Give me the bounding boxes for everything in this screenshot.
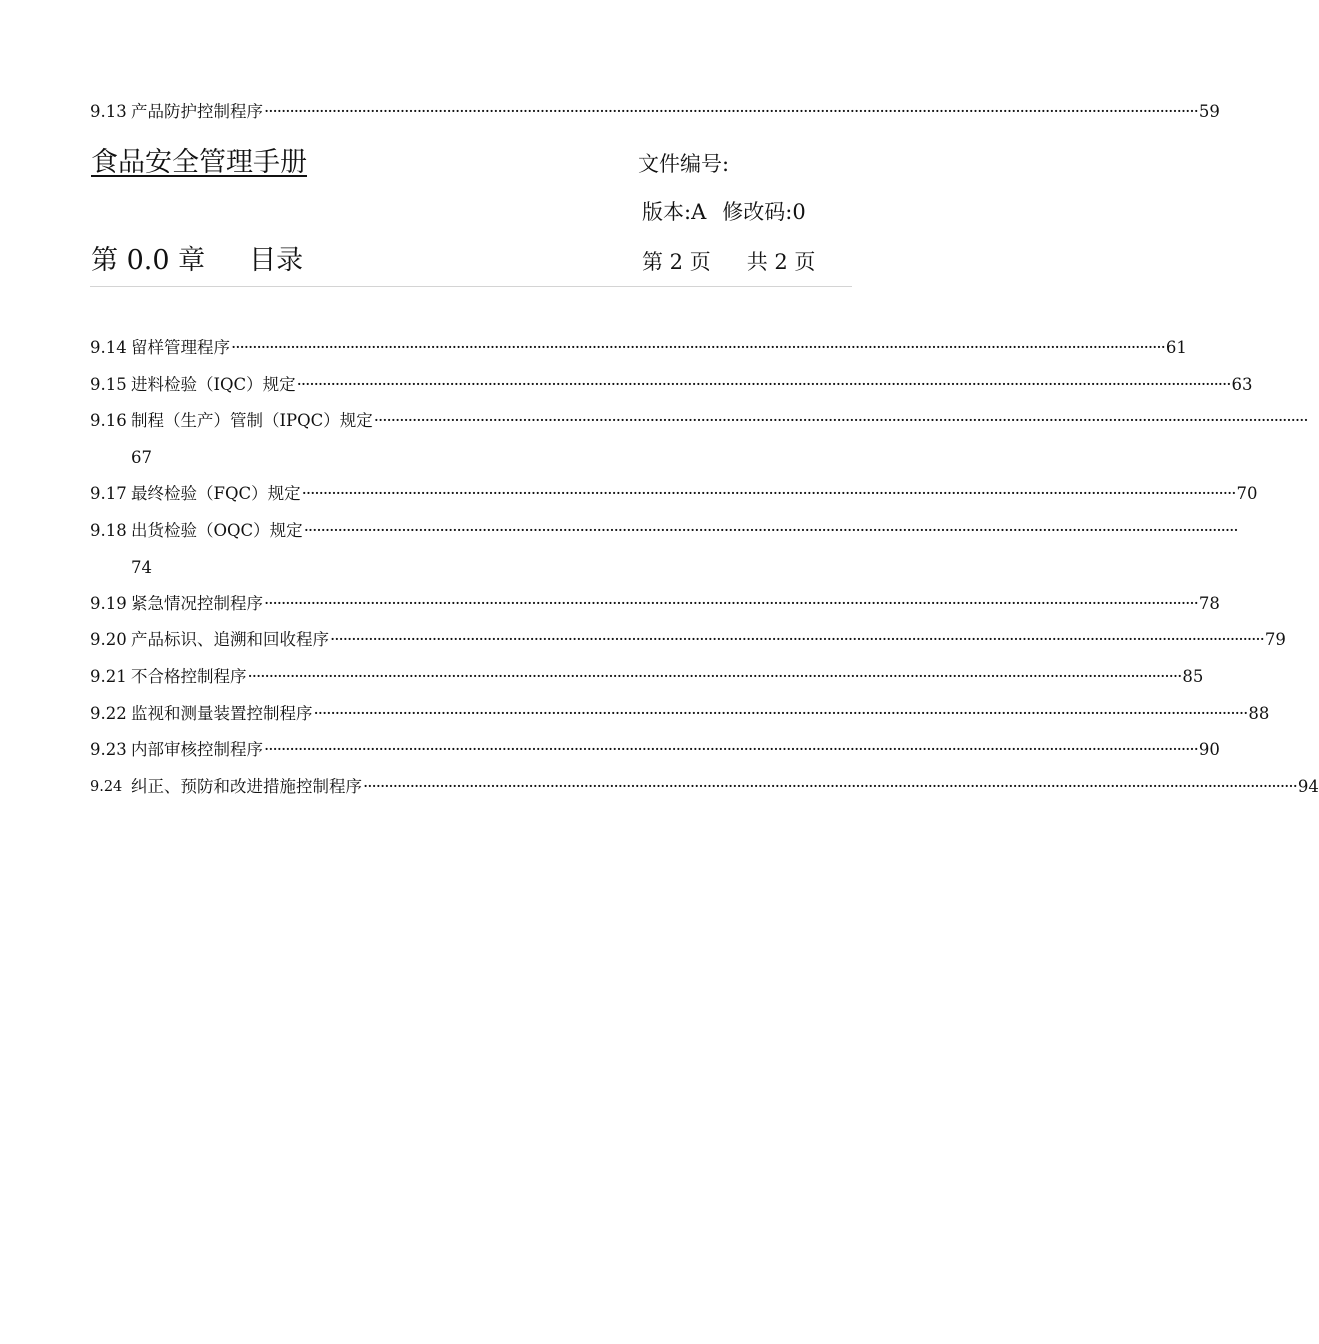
toc-entry-page: 78 (1198, 594, 1220, 613)
toc-entry-9-13[interactable] (90, 100, 1220, 124)
page-info (642, 248, 815, 276)
chapter-name: 目录 (249, 245, 304, 276)
toc-entry-number: 9.21 (90, 667, 127, 686)
toc-entry-number: 9.14 (90, 338, 127, 357)
toc-entry-number: 9.19 (90, 594, 127, 613)
toc-entry-title: 不合格控制程序 (131, 667, 247, 686)
toc-leader-dots: ···························································································································································································································· (231, 338, 1165, 357)
version-info (642, 198, 806, 226)
toc-entry-number: 9.23 (90, 740, 127, 759)
toc-entry-page: 88 (1248, 704, 1270, 723)
toc-entry-title: 紧急情况控制程序 (131, 594, 263, 613)
toc-entry-page: 61 (1165, 338, 1187, 357)
header-divider (90, 286, 852, 287)
manual-title: 食品安全管理手册 (91, 147, 307, 178)
toc-entry-page: 85 (1182, 667, 1204, 686)
toc-leader-dots: ···························································································································································································································· (301, 484, 1236, 503)
toc-leader-dots: ···························································································································································································································· (373, 411, 1308, 430)
toc-entry-number: 9.13 (90, 102, 127, 121)
toc-leader-dots: ···························································································································································································································· (330, 630, 1264, 649)
toc-leader-dots: ···························································································································································································································· (363, 777, 1297, 796)
version-label: 版本:A (642, 200, 707, 224)
toc-entry-number: 9.24 (90, 779, 123, 795)
toc-entry-number: 9.16 (90, 411, 127, 430)
toc-entry-page: 90 (1198, 740, 1220, 759)
toc-entry-9-17[interactable] (90, 482, 1258, 506)
chapter-number: 第 0.0 章 (91, 245, 206, 276)
toc-entry-9-20[interactable] (90, 628, 1286, 652)
page-total: 共 2 页 (746, 250, 816, 274)
toc-entry-9-16[interactable] (90, 409, 1308, 433)
toc-entry-9-18[interactable] (90, 519, 1238, 543)
toc-leader-dots: ···························································································································································································································· (303, 521, 1238, 540)
toc-entry-page: 59 (1198, 102, 1220, 121)
toc-leader-dots: ···························································································································································································································· (264, 102, 1198, 121)
toc-entry-number: 9.15 (90, 375, 127, 394)
toc-entry-page[interactable]: 74 (131, 558, 152, 577)
toc-entry-9-15[interactable] (90, 373, 1253, 397)
toc-entry-title: 出货检验（OQC）规定 (131, 521, 303, 540)
toc-entry-title: 制程（生产）管制（IPQC）规定 (131, 411, 373, 430)
toc-entry-title: 监视和测量装置控制程序 (131, 704, 313, 723)
toc-leader-dots: ···························································································································································································································· (313, 704, 1248, 723)
doc-number-label: 文件编号: (638, 152, 730, 176)
toc-leader-dots: ···························································································································································································································· (296, 375, 1231, 394)
toc-leader-dots: ···························································································································································································································· (264, 594, 1198, 613)
toc-entry-number: 9.20 (90, 630, 127, 649)
toc-entry-9-22[interactable] (90, 702, 1270, 726)
chapter-heading (91, 244, 303, 278)
revision-label: 修改码:0 (722, 200, 806, 224)
toc-entry-page: 79 (1264, 630, 1286, 649)
toc-entry-9-14[interactable] (90, 336, 1187, 360)
toc-entry-number: 9.17 (90, 484, 127, 503)
toc-entry-title: 产品标识、追溯和回收程序 (131, 630, 329, 649)
toc-entry-title: 产品防护控制程序 (131, 102, 263, 121)
toc-entry-page: 70 (1236, 484, 1258, 503)
toc-entry-9-23[interactable] (90, 738, 1220, 762)
toc-entry-title: 进料检验（IQC）规定 (131, 375, 296, 394)
toc-entry-number: 9.22 (90, 704, 127, 723)
toc-entry-page: 94 (1297, 777, 1319, 796)
toc-leader-dots: ···························································································································································································································· (264, 740, 1198, 759)
toc-entry-title: 最终检验（FQC）规定 (131, 484, 301, 503)
toc-entry-page: 63 (1231, 375, 1253, 394)
toc-entry-title: 纠正、预防和改进措施控制程序 (131, 777, 362, 796)
toc-entry-title: 留样管理程序 (131, 338, 230, 357)
toc-entry-9-21[interactable] (90, 665, 1204, 689)
toc-entry-9-19[interactable] (90, 592, 1220, 616)
toc-entry-number: 9.18 (90, 521, 127, 540)
toc-entry-title: 内部审核控制程序 (131, 740, 263, 759)
toc-entry-9-24[interactable] (90, 775, 1319, 799)
toc-leader-dots: ···························································································································································································································· (247, 667, 1182, 686)
page-current: 第 2 页 (642, 250, 711, 274)
toc-entry-page[interactable]: 67 (131, 448, 152, 467)
